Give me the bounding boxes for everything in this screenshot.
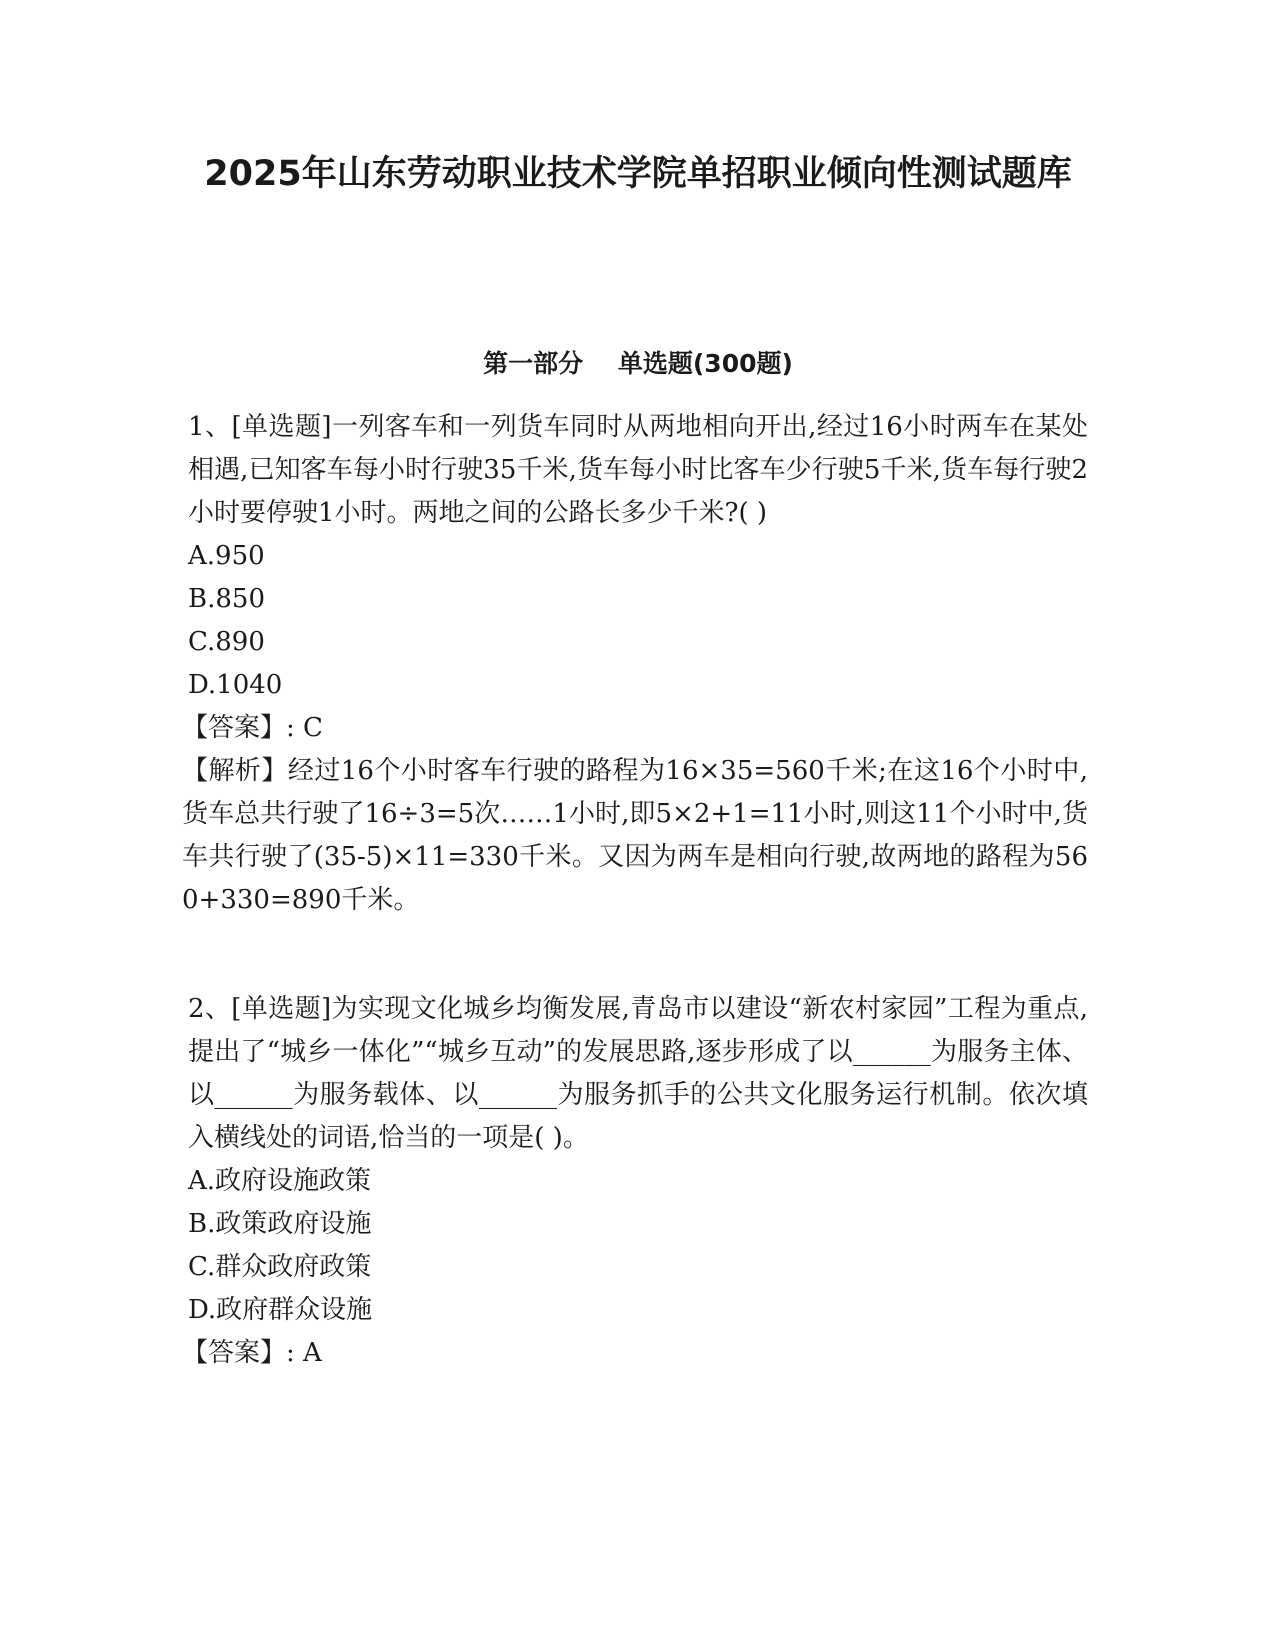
- document-page: [182, 0, 1088, 1650]
- document-title: 2025年山东劳动职业技术学院单招职业倾向性测试题库: [204, 154, 1072, 194]
- section-title: 第一部分 单选题(300题): [483, 349, 793, 378]
- question-stem: 2、[单选题]为实现文化城乡均衡发展,青岛市以建设“新农村家园”工程为重点,提出了“城乡一体化”“城乡互动”的发展思路,逐步形成了以______为服务主体、以______为服务载体、以______为服务抓手的公共文化服务运行机制。依次填入横线处的词语,恰当的一项是( )。: [188, 994, 1088, 1153]
- option-a: A.950: [188, 541, 265, 571]
- answer-line: 【答案】: C: [182, 713, 323, 743]
- option-b: B.政策政府设施: [188, 1209, 372, 1239]
- option-c: C.群众政府政策: [188, 1252, 372, 1282]
- question-stem: 1、[单选题]一列客车和一列货车同时从两地相向开出,经过16小时两车在某处相遇,已知客车每小时行驶35千米,货车每小时比客车少行驶5千米,货车每行驶2小时要停驶1小时。两地之间的公路长多少千米?( ): [188, 412, 1088, 528]
- option-d: D.政府群众设施: [188, 1295, 373, 1325]
- question-1: [182, 406, 1088, 922]
- option-a: A.政府设施政策: [188, 1166, 372, 1196]
- option-c: C.890: [188, 627, 265, 657]
- option-d: D.1040: [188, 670, 283, 700]
- answer-line: 【答案】: A: [182, 1338, 322, 1368]
- analysis-paragraph: 【解析】经过16个小时客车行驶的路程为16×35=560千米;在这16个小时中,货车总共行驶了16÷3=5次……1小时,即5×2+1=11小时,则这11个小时中,货车共行驶了(35-5)×11=330千米。又因为两车是相向行驶,故两地的路程为560+330=890千米。: [182, 756, 1088, 915]
- question-2: [182, 988, 1088, 1375]
- option-b: B.850: [188, 584, 265, 614]
